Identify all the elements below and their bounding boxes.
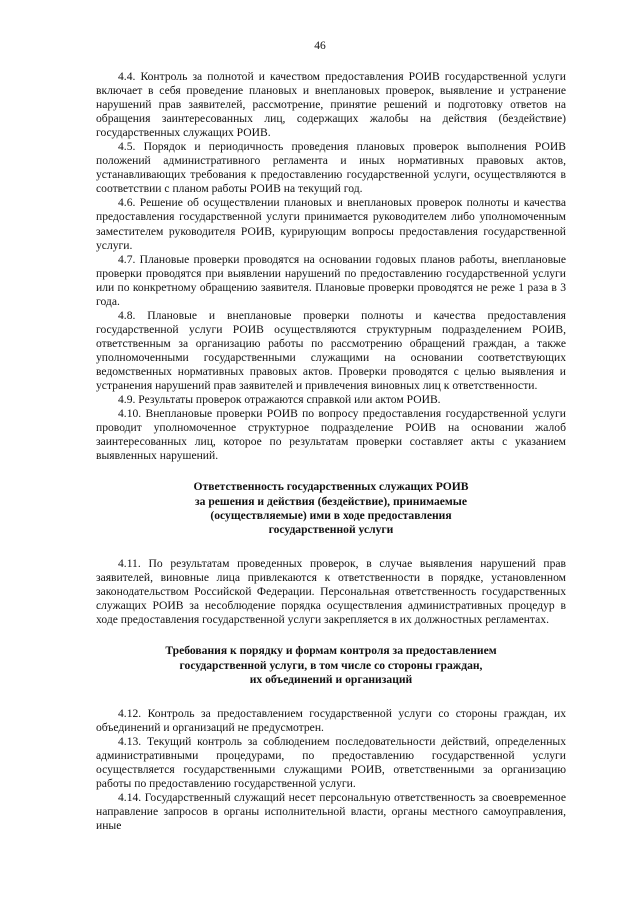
paragraph-4-14: 4.14. Государственный служащий несет персональную ответственность за своевременное направление запросов в органы исполнительной власти, органы местного самоуправления, иные <box>96 791 566 833</box>
paragraph-4-13: 4.13. Текущий контроль за соблюдением последовательности действий, определенных административными процедурами, по предоставлению государственной услуги осуществляется государственными служащими РОИВ, ответственными за организацию работы по предоставлению государственной услуги. <box>96 735 566 791</box>
heading-line: (осуществляемые) ими в ходе предоставления <box>210 508 452 522</box>
paragraph-4-11: 4.11. По результатам проведенных проверок, в случае выявления нарушений прав заявителей, виновные лица привлекаются к ответственности в порядке, установленном законодательством Российской Федерации. Персональная ответственность государственных служащих РОИВ за несоблюдение порядка осуществления административных процедур в ходе предоставления государственной услуги закрепляется в их должностных регламентах. <box>96 557 566 627</box>
section-paragraphs-b <box>96 557 566 627</box>
paragraph-4-4: 4.4. Контроль за полнотой и качеством предоставления РОИВ государственной услуги включает в себя проведение плановых и внеплановых проверок, выявление и устранение нарушений прав заявителей, рассмотрение, принятие решений и подготовку ответов на обращения заинтересованных лиц, содержащих жалобы на действия (бездействие) государственных служащих РОИВ. <box>96 70 566 140</box>
paragraph-4-8: 4.8. Плановые и внеплановые проверки полноты и качества предоставления государственной услуги РОИВ осуществляются структурным подразделением РОИВ, ответственным за организацию работы по рассмотрению обращений граждан, а также уполномоченными государственными служащими на основании соответствующих ведомственных нормативных правовых актов. Проверки проводятся с целью выявления и устранения нарушений прав заявителей и привлечения виновных лиц к ответственности. <box>96 308 566 393</box>
section-heading-responsibility <box>96 480 566 537</box>
heading-line: Требования к порядку и формам контроля за предоставлением <box>165 644 497 658</box>
paragraph-4-9: 4.9. Результаты проверок отражаются справкой или актом РОИВ. <box>118 393 441 407</box>
heading-line: государственной услуги <box>268 522 394 536</box>
heading-line: за решения и действия (бездействие), принимаемые <box>194 494 468 508</box>
page-number: 46 <box>314 40 326 52</box>
section-paragraphs-c <box>96 707 566 833</box>
paragraph-4-5: 4.5. Порядок и периодичность проведения плановых проверок выполнения РОИВ положений административного регламента и иных нормативных правовых актов, устанавливающих требования к предоставлению государственной услуги, осуществляются в соответствии с планом работы РОИВ на текущий год. <box>96 140 566 196</box>
heading-line: Ответственность государственных служащих РОИВ <box>193 480 469 494</box>
paragraph-4-6: 4.6. Решение об осуществлении плановых и внеплановых проверок полноты и качества предоставления государственной услуги принимается руководителем либо уполномоченным заместителем руководителя РОИВ, курирующим вопросы предоставления государственной услуги. <box>96 196 566 252</box>
paragraph-4-12: 4.12. Контроль за предоставлением государственной услуги со стороны граждан, их объединений и организаций не предусмотрен. <box>96 706 566 735</box>
paragraph-4-7: 4.7. Плановые проверки проводятся на основании годовых планов работы, внеплановые проверки проводятся при выявлении нарушений по предоставлению государственной услуги или по конкретному обращению заявителя. Плановые проверки проводятся не реже 1 раза в 3 года. <box>96 252 566 308</box>
heading-line: государственной услуги, в том числе со стороны граждан, <box>179 658 483 672</box>
section-heading-control-requirements <box>96 644 566 687</box>
heading-line: их объединений и организаций <box>249 672 413 686</box>
paragraph-4-10: 4.10. Внеплановые проверки РОИВ по вопросу предоставления государственной услуги проводит уполномоченное структурное подразделение РОИВ на основании жалоб заинтересованных лиц, которое по результатам проверки составляет акты с указанием выявленных нарушений. <box>96 407 566 463</box>
section-paragraphs-a <box>96 70 566 463</box>
document-body <box>96 70 566 833</box>
